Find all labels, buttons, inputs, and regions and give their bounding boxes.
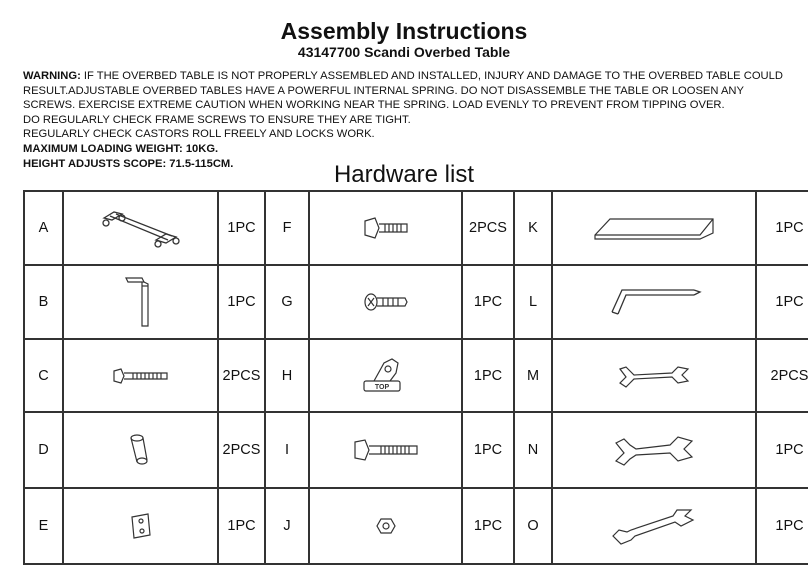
table-row	[24, 412, 808, 488]
height-line: HEIGHT ADJUSTS SCOPE: 71.5-115CM.	[23, 157, 234, 170]
hardware-list-title: Hardware list	[333, 161, 475, 188]
part-letter: E	[24, 488, 63, 564]
part-letter: J	[265, 488, 309, 564]
warning-label: WARNING:	[23, 70, 81, 82]
part-quantity: 1PC	[218, 191, 265, 265]
part-letter: C	[24, 339, 63, 412]
part-quantity: 1PC	[462, 488, 514, 564]
part-letter: F	[265, 191, 309, 265]
part-drawing-cell	[552, 412, 756, 488]
part-quantity: 1PC	[462, 265, 514, 339]
part-drawing-cell	[552, 265, 756, 339]
top-bracket-icon	[356, 355, 416, 397]
warning-line-castors: REGULARLY CHECK CASTORS ROLL FREELY AND LOCKS WORK.	[23, 128, 375, 141]
part-drawing-cell	[63, 412, 218, 488]
part-quantity: 2PCS	[218, 339, 265, 412]
part-quantity: 2PCS	[462, 191, 514, 265]
table-row	[24, 191, 808, 265]
part-letter: K	[514, 191, 552, 265]
part-quantity: 1PC	[756, 488, 808, 564]
long-bolt-icon	[111, 366, 171, 386]
part-letter: G	[265, 265, 309, 339]
part-letter: B	[24, 265, 63, 339]
part-drawing-cell	[552, 339, 756, 412]
part-quantity: 1PC	[756, 265, 808, 339]
warning-paragraph	[23, 69, 798, 113]
long-spanner-icon	[609, 506, 699, 546]
table-row	[24, 339, 808, 412]
part-letter: L	[514, 265, 552, 339]
part-drawing-cell	[63, 339, 218, 412]
part-letter: I	[265, 412, 309, 488]
vertical-column-icon	[116, 274, 166, 330]
hex-bolt-long-icon	[351, 437, 421, 463]
part-quantity: 1PC	[218, 488, 265, 564]
part-letter: N	[514, 412, 552, 488]
part-quantity: 1PC	[756, 412, 808, 488]
part-quantity: 1PC	[218, 265, 265, 339]
part-quantity: 1PC	[462, 339, 514, 412]
warning-line-screws: DO REGULARLY CHECK FRAME SCREWS TO ENSURE THEY ARE TIGHT.	[23, 113, 411, 126]
part-quantity: 2PCS	[218, 412, 265, 488]
part-letter: A	[24, 191, 63, 265]
part-drawing-cell	[309, 265, 462, 339]
warning-block	[23, 69, 798, 171]
part-drawing-cell	[552, 488, 756, 564]
warning-text: IF THE OVERBED TABLE IS NOT PROPERLY ASSEMBLED AND INSTALLED, INJURY AND DAMAGE TO THE OVERBED TABLE COULD RESULT.ADJUSTABLE OVERBED TABLES HAVE A POWERFUL INTERNAL SPRING. DO NOT DISASSEMBLE THE TABLE OR LOOSEN ANY SCREWS. EXERCISE EXTREME CAUTION WHEN WORKING NEAR THE SPRING. LOAD EVENLY TO PREVENT FROM TIPPING OVER.	[23, 70, 783, 112]
part-letter: H	[265, 339, 309, 412]
part-drawing-cell	[63, 488, 218, 564]
table-top-panel-icon	[592, 215, 716, 241]
part-quantity: 1PC	[462, 412, 514, 488]
part-drawing-cell	[309, 339, 462, 412]
allen-key-icon	[604, 282, 704, 322]
product-subtitle: 43147700 Scandi Overbed Table	[297, 44, 511, 60]
hex-nut-icon	[376, 516, 396, 536]
sleeve-tube-icon	[121, 430, 161, 470]
part-drawing-cell	[309, 488, 462, 564]
part-drawing-cell	[63, 191, 218, 265]
hardware-table	[23, 190, 808, 565]
part-quantity: 1PC	[756, 191, 808, 265]
castor-base-frame-icon	[96, 204, 186, 252]
small-spanner-icon	[616, 361, 692, 391]
plate-icon	[126, 511, 156, 541]
large-spanner-icon	[612, 431, 696, 469]
top-bracket-label: TOP	[374, 383, 389, 391]
round-head-screw-icon	[361, 289, 411, 315]
part-quantity: 2PCS	[756, 339, 808, 412]
page-title: Assembly Instructions	[280, 18, 528, 44]
part-letter: O	[514, 488, 552, 564]
table-row	[24, 488, 808, 564]
table-row	[24, 265, 808, 339]
hex-bolt-short-icon	[361, 215, 411, 241]
part-drawing-cell	[552, 191, 756, 265]
part-drawing-cell	[63, 265, 218, 339]
part-letter: M	[514, 339, 552, 412]
part-letter: D	[24, 412, 63, 488]
max-load-line: MAXIMUM LOADING WEIGHT: 10KG.	[23, 142, 219, 155]
part-drawing-cell	[309, 191, 462, 265]
part-drawing-cell	[309, 412, 462, 488]
